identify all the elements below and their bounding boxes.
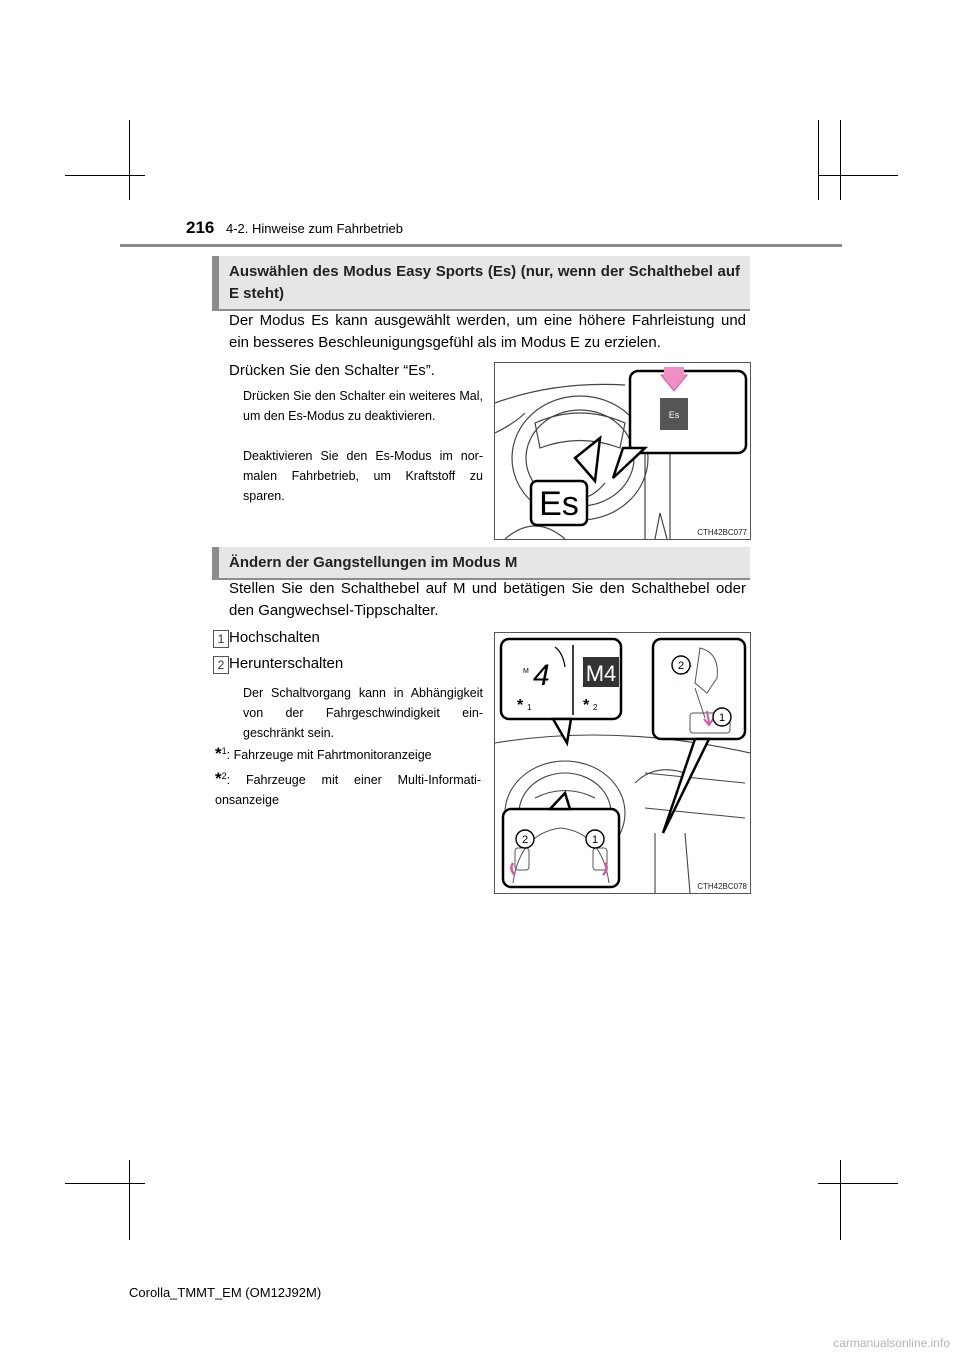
figure-code-077: CTH42BC077 bbox=[697, 528, 747, 537]
footnote-2-mark: * bbox=[215, 769, 222, 789]
footnote-1-mark: * bbox=[215, 744, 222, 764]
crop-mark-bottom-left-h bbox=[65, 1183, 145, 1184]
section1-note-deactivate: Drücken Sie den Schalter ein weiteres Mal, um den Es-Modus zu deaktivieren. bbox=[243, 389, 483, 423]
page-number: 216 bbox=[186, 218, 215, 237]
footnote-2-text: : Fahrzeuge mit einer Multi-Informationsanzeige bbox=[215, 773, 481, 808]
item-number-2: 2 bbox=[213, 656, 229, 674]
figure-es-switch bbox=[494, 362, 751, 540]
item-number-1: 1 bbox=[213, 630, 229, 648]
display1-mode: M bbox=[523, 668, 529, 675]
crop-mark-bottom-right-v bbox=[840, 1160, 841, 1240]
display1-gear: 4 bbox=[533, 659, 550, 692]
star2-index: 2 bbox=[593, 703, 598, 712]
figure-code-078: CTH42BC078 bbox=[697, 882, 747, 891]
crop-mark-top-left-h bbox=[65, 175, 145, 176]
footnote-1-index: 1 bbox=[221, 746, 227, 756]
callout-down-number: 2 bbox=[677, 660, 685, 672]
footnote-2 bbox=[215, 766, 481, 810]
figure-mode-m-shift bbox=[494, 632, 751, 894]
svg-text:*: * bbox=[517, 697, 524, 714]
header-rule bbox=[120, 244, 842, 247]
crop-mark-top-right-h bbox=[818, 175, 898, 176]
section-heading-easy-sports: Auswählen des Modus Easy Sports (Es) (nur, wenn der Schalthebel auf E steht) bbox=[212, 256, 750, 311]
star1-index: 1 bbox=[527, 703, 532, 712]
crop-mark-top-right-v2 bbox=[840, 120, 841, 200]
paddle-up-number: 1 bbox=[591, 834, 599, 846]
watermark: carmanualsonline.info bbox=[833, 1336, 950, 1350]
section1-note-fuel: Deaktivieren Sie den Es-Modus im normalen Fahrbetrieb, um Kraftstoff zu sparen. bbox=[243, 449, 483, 503]
callout-up-number: 1 bbox=[718, 712, 726, 724]
section-path: 4-2. Hinweise zum Fahrbetrieb bbox=[226, 221, 404, 236]
section1-instruction: Drücken Sie den Schalter “Es”. bbox=[229, 362, 435, 379]
crop-mark-top-left-v bbox=[129, 120, 130, 200]
item-label-downshift: Herunterschalten bbox=[229, 655, 344, 672]
section2-intro: Stellen Sie den Schalthebel auf M und betätigen Sie den Schalthebel oder den Gangwechsel-Tippschalter. bbox=[229, 580, 746, 619]
crop-mark-bottom-right-h bbox=[818, 1183, 898, 1184]
footnote-2-index: 2 bbox=[221, 771, 227, 781]
paddle-down-number: 2 bbox=[521, 834, 529, 846]
display2-text: M4 bbox=[585, 661, 617, 686]
es-switch-illustration bbox=[495, 363, 750, 539]
press-arrow-stem bbox=[664, 367, 684, 376]
section1-intro: Der Modus Es kann ausgewählt werden, um eine höhere Fahrleistung und ein besseres Beschleunigungsgefühl als im Modus E zu erzielen. bbox=[229, 312, 746, 351]
mode-m-illustration bbox=[495, 633, 750, 893]
section2-note: Der Schaltvorgang kann in Abhängigkeit von der Fahrgeschwindigkeit eingeschränkt sein. bbox=[243, 686, 483, 740]
crop-mark-top-right-v bbox=[818, 120, 819, 200]
manual-id-footer: Corolla_TMMT_EM (OM12J92M) bbox=[129, 1285, 322, 1300]
footnote-1 bbox=[215, 741, 481, 765]
section-heading-mode-m: Ändern der Gangstellungen im Modus M bbox=[212, 547, 750, 580]
svg-text:*: * bbox=[583, 697, 590, 714]
crop-mark-bottom-left-v bbox=[129, 1160, 130, 1240]
item-label-upshift: Hochschalten bbox=[229, 629, 320, 646]
footnote-1-text: : Fahrzeuge mit Fahrtmonitoranzeige bbox=[226, 748, 432, 763]
es-display-label: Es bbox=[539, 485, 579, 523]
es-switch-label: Es bbox=[668, 410, 680, 420]
